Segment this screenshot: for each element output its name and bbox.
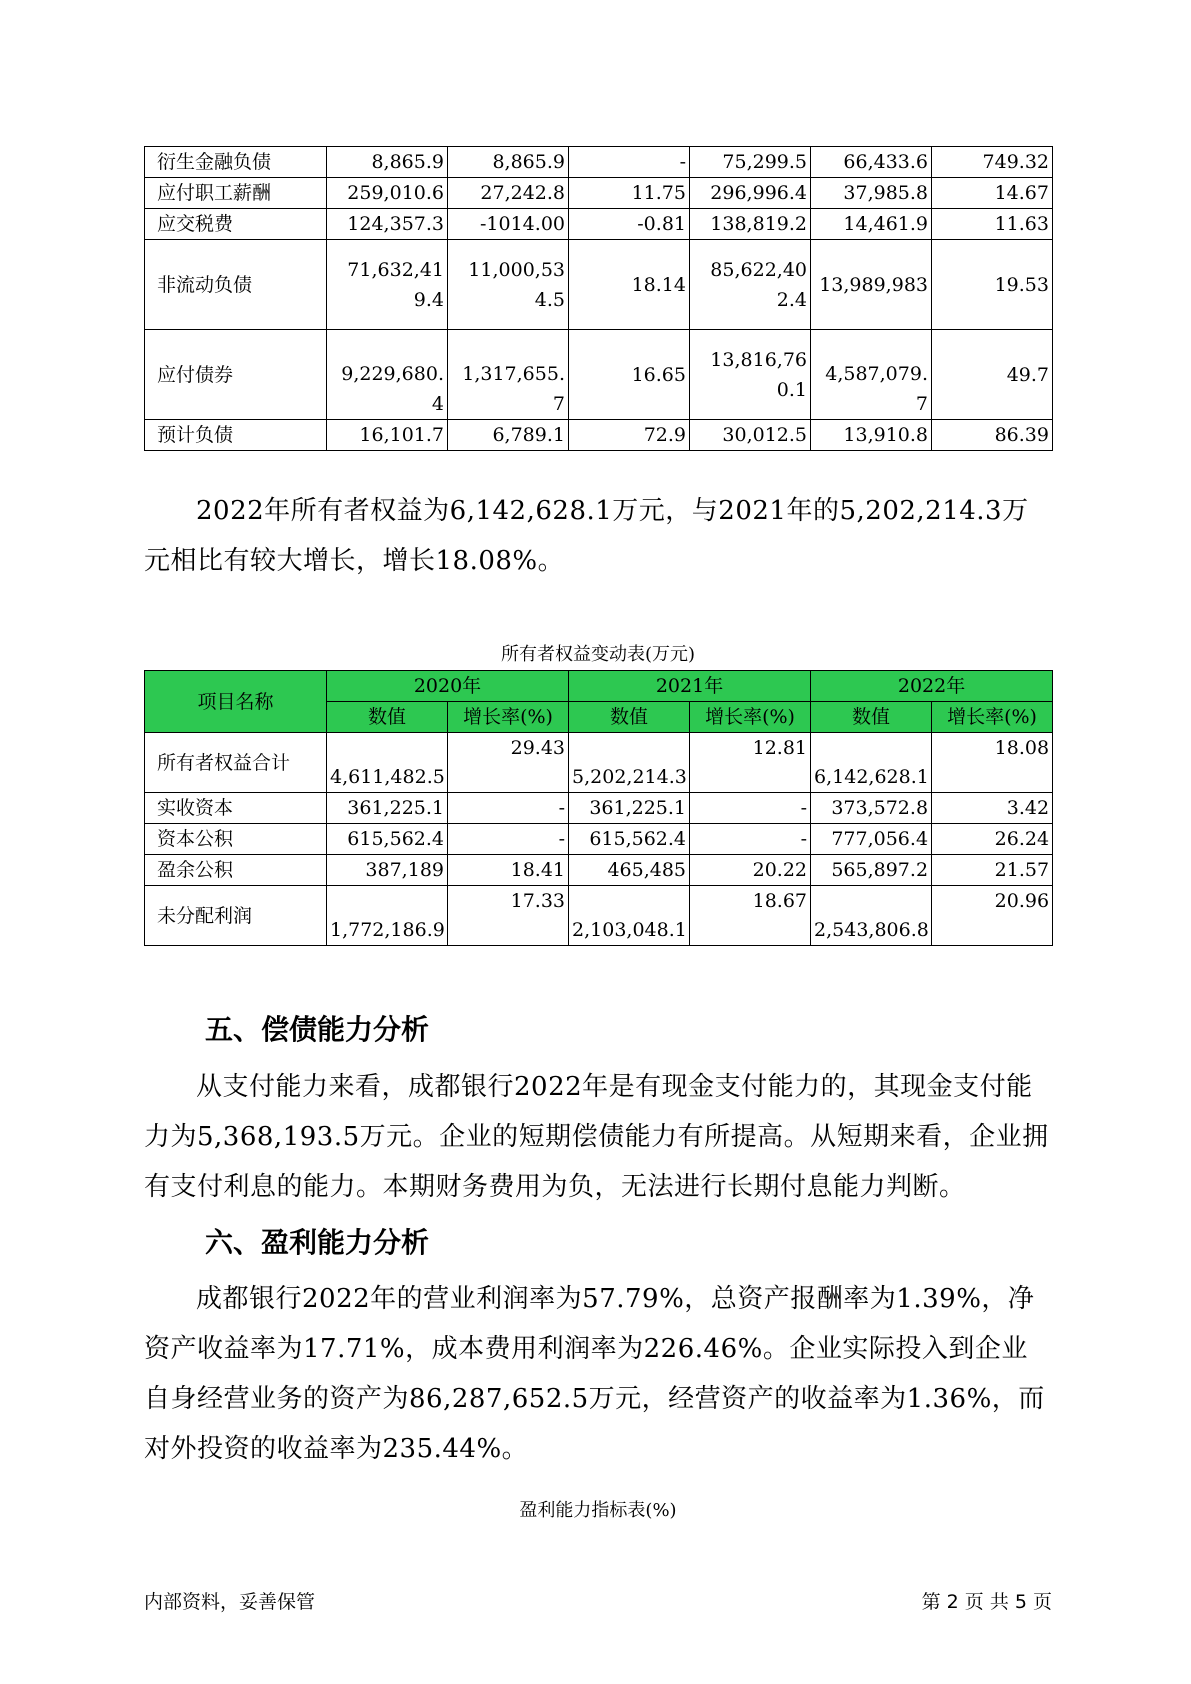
equity-table (144, 670, 1053, 946)
footer-confidential: 内部资料，妥善保管 (144, 1591, 316, 1613)
cell-growth: 18.08 (932, 733, 1053, 793)
cell-value: 296,996.4 (690, 178, 811, 209)
cell-growth: 12.81 (690, 733, 811, 793)
cell-value: 259,010.6 (327, 178, 448, 209)
section6-heading: 六、盈利能力分析 (205, 1226, 430, 1259)
cell-value: 1,317,655.7 (448, 330, 569, 420)
row-label: 实收资本 (145, 793, 327, 824)
cell-value: 361,225.1 (327, 793, 448, 824)
cell-growth: 20.96 (932, 886, 1053, 946)
cell-value: 138,819.2 (690, 209, 811, 240)
table-row (145, 209, 1053, 240)
cell-growth: - (690, 824, 811, 855)
table-row (145, 147, 1053, 178)
header-growth: 增长率(%) (448, 702, 569, 733)
cell-value: 565,897.2 (811, 855, 932, 886)
cell-value: 30,012.5 (690, 420, 811, 451)
cell-value: 6,142,628.1 (811, 733, 932, 793)
cell-value: 615,562.4 (327, 824, 448, 855)
cell-value: 18.14 (569, 240, 690, 330)
cell-value: 373,572.8 (811, 793, 932, 824)
cell-value: -1014.00 (448, 209, 569, 240)
row-label: 未分配利润 (145, 886, 327, 946)
cell-value: 9,229,680.4 (327, 330, 448, 420)
cell-value: 13,989,983 (811, 240, 932, 330)
cell-growth: 21.57 (932, 855, 1053, 886)
cell-value: - (569, 147, 690, 178)
table-row (145, 733, 1053, 793)
cell-value: 124,357.3 (327, 209, 448, 240)
cell-value: 75,299.5 (690, 147, 811, 178)
row-label: 盈余公积 (145, 855, 327, 886)
table-row (145, 330, 1053, 420)
cell-value: 2,103,048.1 (569, 886, 690, 946)
cell-value: 8,865.9 (327, 147, 448, 178)
section5-heading: 五、偿债能力分析 (205, 1013, 430, 1046)
cell-growth: 18.41 (448, 855, 569, 886)
cell-value: 5,202,214.3 (569, 733, 690, 793)
section5-paragraph: 从支付能力来看，成都银行2022年是有现金支付能力的，其现金支付能力为5,368,193.5万元。企业的短期偿债能力有所提高。从短期来看，企业拥有支付利息的能力。本期财务费用为负，无法进行长期付息能力判断。 (144, 1072, 1049, 1202)
cell-value: 66,433.6 (811, 147, 932, 178)
header-value: 数值 (569, 702, 690, 733)
header-year-2020: 2020年 (327, 671, 569, 702)
row-label: 预计负债 (145, 420, 327, 451)
cell-value: 387,189 (327, 855, 448, 886)
cell-value: 19.53 (932, 240, 1053, 330)
cell-value: -0.81 (569, 209, 690, 240)
header-growth: 增长率(%) (932, 702, 1053, 733)
cell-value: 2,543,806.8 (811, 886, 932, 946)
cell-value: 27,242.8 (448, 178, 569, 209)
cell-value: 777,056.4 (811, 824, 932, 855)
cell-value: 85,622,402.4 (690, 240, 811, 330)
cell-growth: 3.42 (932, 793, 1053, 824)
cell-value: 16.65 (569, 330, 690, 420)
cell-value: 1,772,186.9 (327, 886, 448, 946)
cell-value: 465,485 (569, 855, 690, 886)
header-year-2022: 2022年 (811, 671, 1053, 702)
section6-paragraph: 成都银行2022年的营业利润率为57.79%，总资产报酬率为1.39%，净资产收益率为17.71%，成本费用利润率为226.46%。企业实际投入到企业自身经营业务的资产为86,287,652.5万元，经营资产的收益率为1.36%，而对外投资的收益率为235.44%。 (144, 1284, 1045, 1464)
header-year-2021: 2021年 (569, 671, 811, 702)
table-row (145, 240, 1053, 330)
cell-value: 86.39 (932, 420, 1053, 451)
cell-value: 615,562.4 (569, 824, 690, 855)
table-row (145, 886, 1053, 946)
cell-value: 11.75 (569, 178, 690, 209)
profitability-table-caption: 盈利能力指标表(%) (519, 1500, 677, 1521)
cell-value: 37,985.8 (811, 178, 932, 209)
equity-table-caption: 所有者权益变动表(万元) (500, 644, 696, 665)
cell-value: 13,910.8 (811, 420, 932, 451)
cell-growth: 18.67 (690, 886, 811, 946)
row-label: 所有者权益合计 (145, 733, 327, 793)
cell-value: 749.32 (932, 147, 1053, 178)
row-label: 应付债券 (145, 330, 327, 420)
header-value: 数值 (327, 702, 448, 733)
cell-value: 6,789.1 (448, 420, 569, 451)
cell-value: 49.7 (932, 330, 1053, 420)
cell-value: 13,816,760.1 (690, 330, 811, 420)
header-item-name: 项目名称 (145, 671, 327, 733)
cell-value: 71,632,419.4 (327, 240, 448, 330)
cell-value: 14,461.9 (811, 209, 932, 240)
table-row (145, 793, 1053, 824)
cell-value: 4,611,482.5 (327, 733, 448, 793)
cell-growth: 26.24 (932, 824, 1053, 855)
equity-paragraph: 2022年所有者权益为6,142,628.1万元，与2021年的5,202,214.3万元相比有较大增长，增长18.08%。 (144, 496, 1029, 576)
table-row (145, 178, 1053, 209)
header-value: 数值 (811, 702, 932, 733)
cell-value: 8,865.9 (448, 147, 569, 178)
liabilities-table (144, 146, 1053, 451)
table-row (145, 420, 1053, 451)
header-growth: 增长率(%) (690, 702, 811, 733)
cell-value: 11,000,534.5 (448, 240, 569, 330)
row-label: 非流动负债 (145, 240, 327, 330)
cell-growth: - (448, 824, 569, 855)
row-label: 应付职工薪酬 (145, 178, 327, 209)
cell-value: 16,101.7 (327, 420, 448, 451)
cell-value: 361,225.1 (569, 793, 690, 824)
cell-growth: 20.22 (690, 855, 811, 886)
row-label: 应交税费 (145, 209, 327, 240)
table-row (145, 824, 1053, 855)
cell-value: 4,587,079.7 (811, 330, 932, 420)
row-label: 资本公积 (145, 824, 327, 855)
cell-growth: - (690, 793, 811, 824)
row-label: 衍生金融负债 (145, 147, 327, 178)
cell-growth: 17.33 (448, 886, 569, 946)
cell-value: 11.63 (932, 209, 1053, 240)
table-row (145, 855, 1053, 886)
cell-growth: - (448, 793, 569, 824)
cell-value: 14.67 (932, 178, 1053, 209)
cell-value: 72.9 (569, 420, 690, 451)
cell-growth: 29.43 (448, 733, 569, 793)
footer-page-number: 第 2 页 共 5 页 (921, 1591, 1052, 1613)
